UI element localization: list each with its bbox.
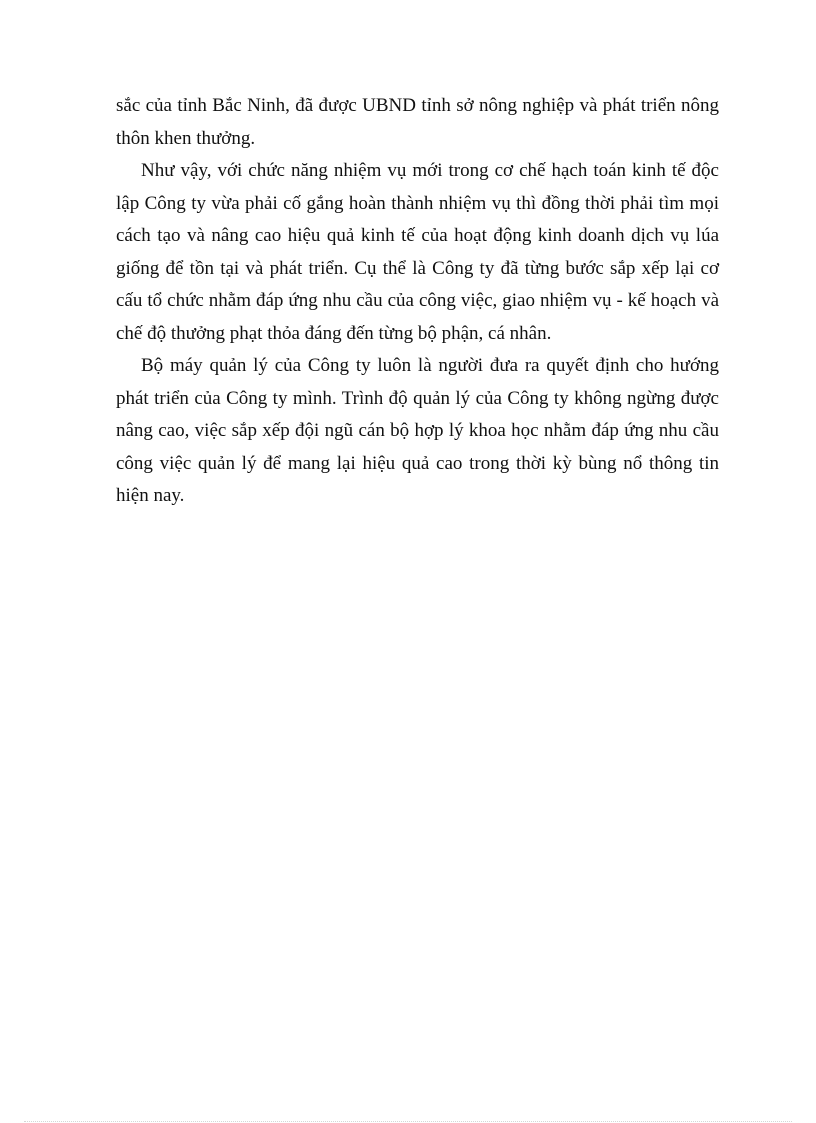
paragraph-continuation: sắc của tỉnh Bắc Ninh, đã được UBND tỉnh sở nông nghiệp và phát triển nông thôn khen thưởng. — [116, 95, 719, 149]
paragraph-management: Bộ máy quản lý của Công ty luôn là người đưa ra quyết định cho hướng phát triển của Công ty mình. Trình độ quản lý của Công ty không ngừng được nâng cao, việc sắp xếp đội ngũ cán bộ hợp lý khoa học nhằm đáp ứng nhu cầu công việc quản lý để mang lại hiệu quả cao trong thời kỳ bùng nổ thông tin hiện nay. — [116, 355, 719, 506]
page-bottom-divider — [24, 1121, 792, 1122]
paragraph-functions: Như vậy, với chức năng nhiệm vụ mới trong cơ chế hạch toán kinh tế độc lập Công ty vừa phải cố gắng hoàn thành nhiệm vụ thì đồng thời phải tìm mọi cách tạo và nâng cao hiệu quả kinh tế của hoạt động kinh doanh dịch vụ lúa giống để tồn tại và phát triển. Cụ thể là Công ty đã từng bước sắp xếp lại cơ cấu tổ chức nhằm đáp ứng nhu cầu của công việc, giao nhiệm vụ - kế hoạch và chế độ thưởng phạt thỏa đáng đến từng bộ phận, cá nhân. — [116, 160, 719, 344]
document-body — [116, 90, 719, 513]
